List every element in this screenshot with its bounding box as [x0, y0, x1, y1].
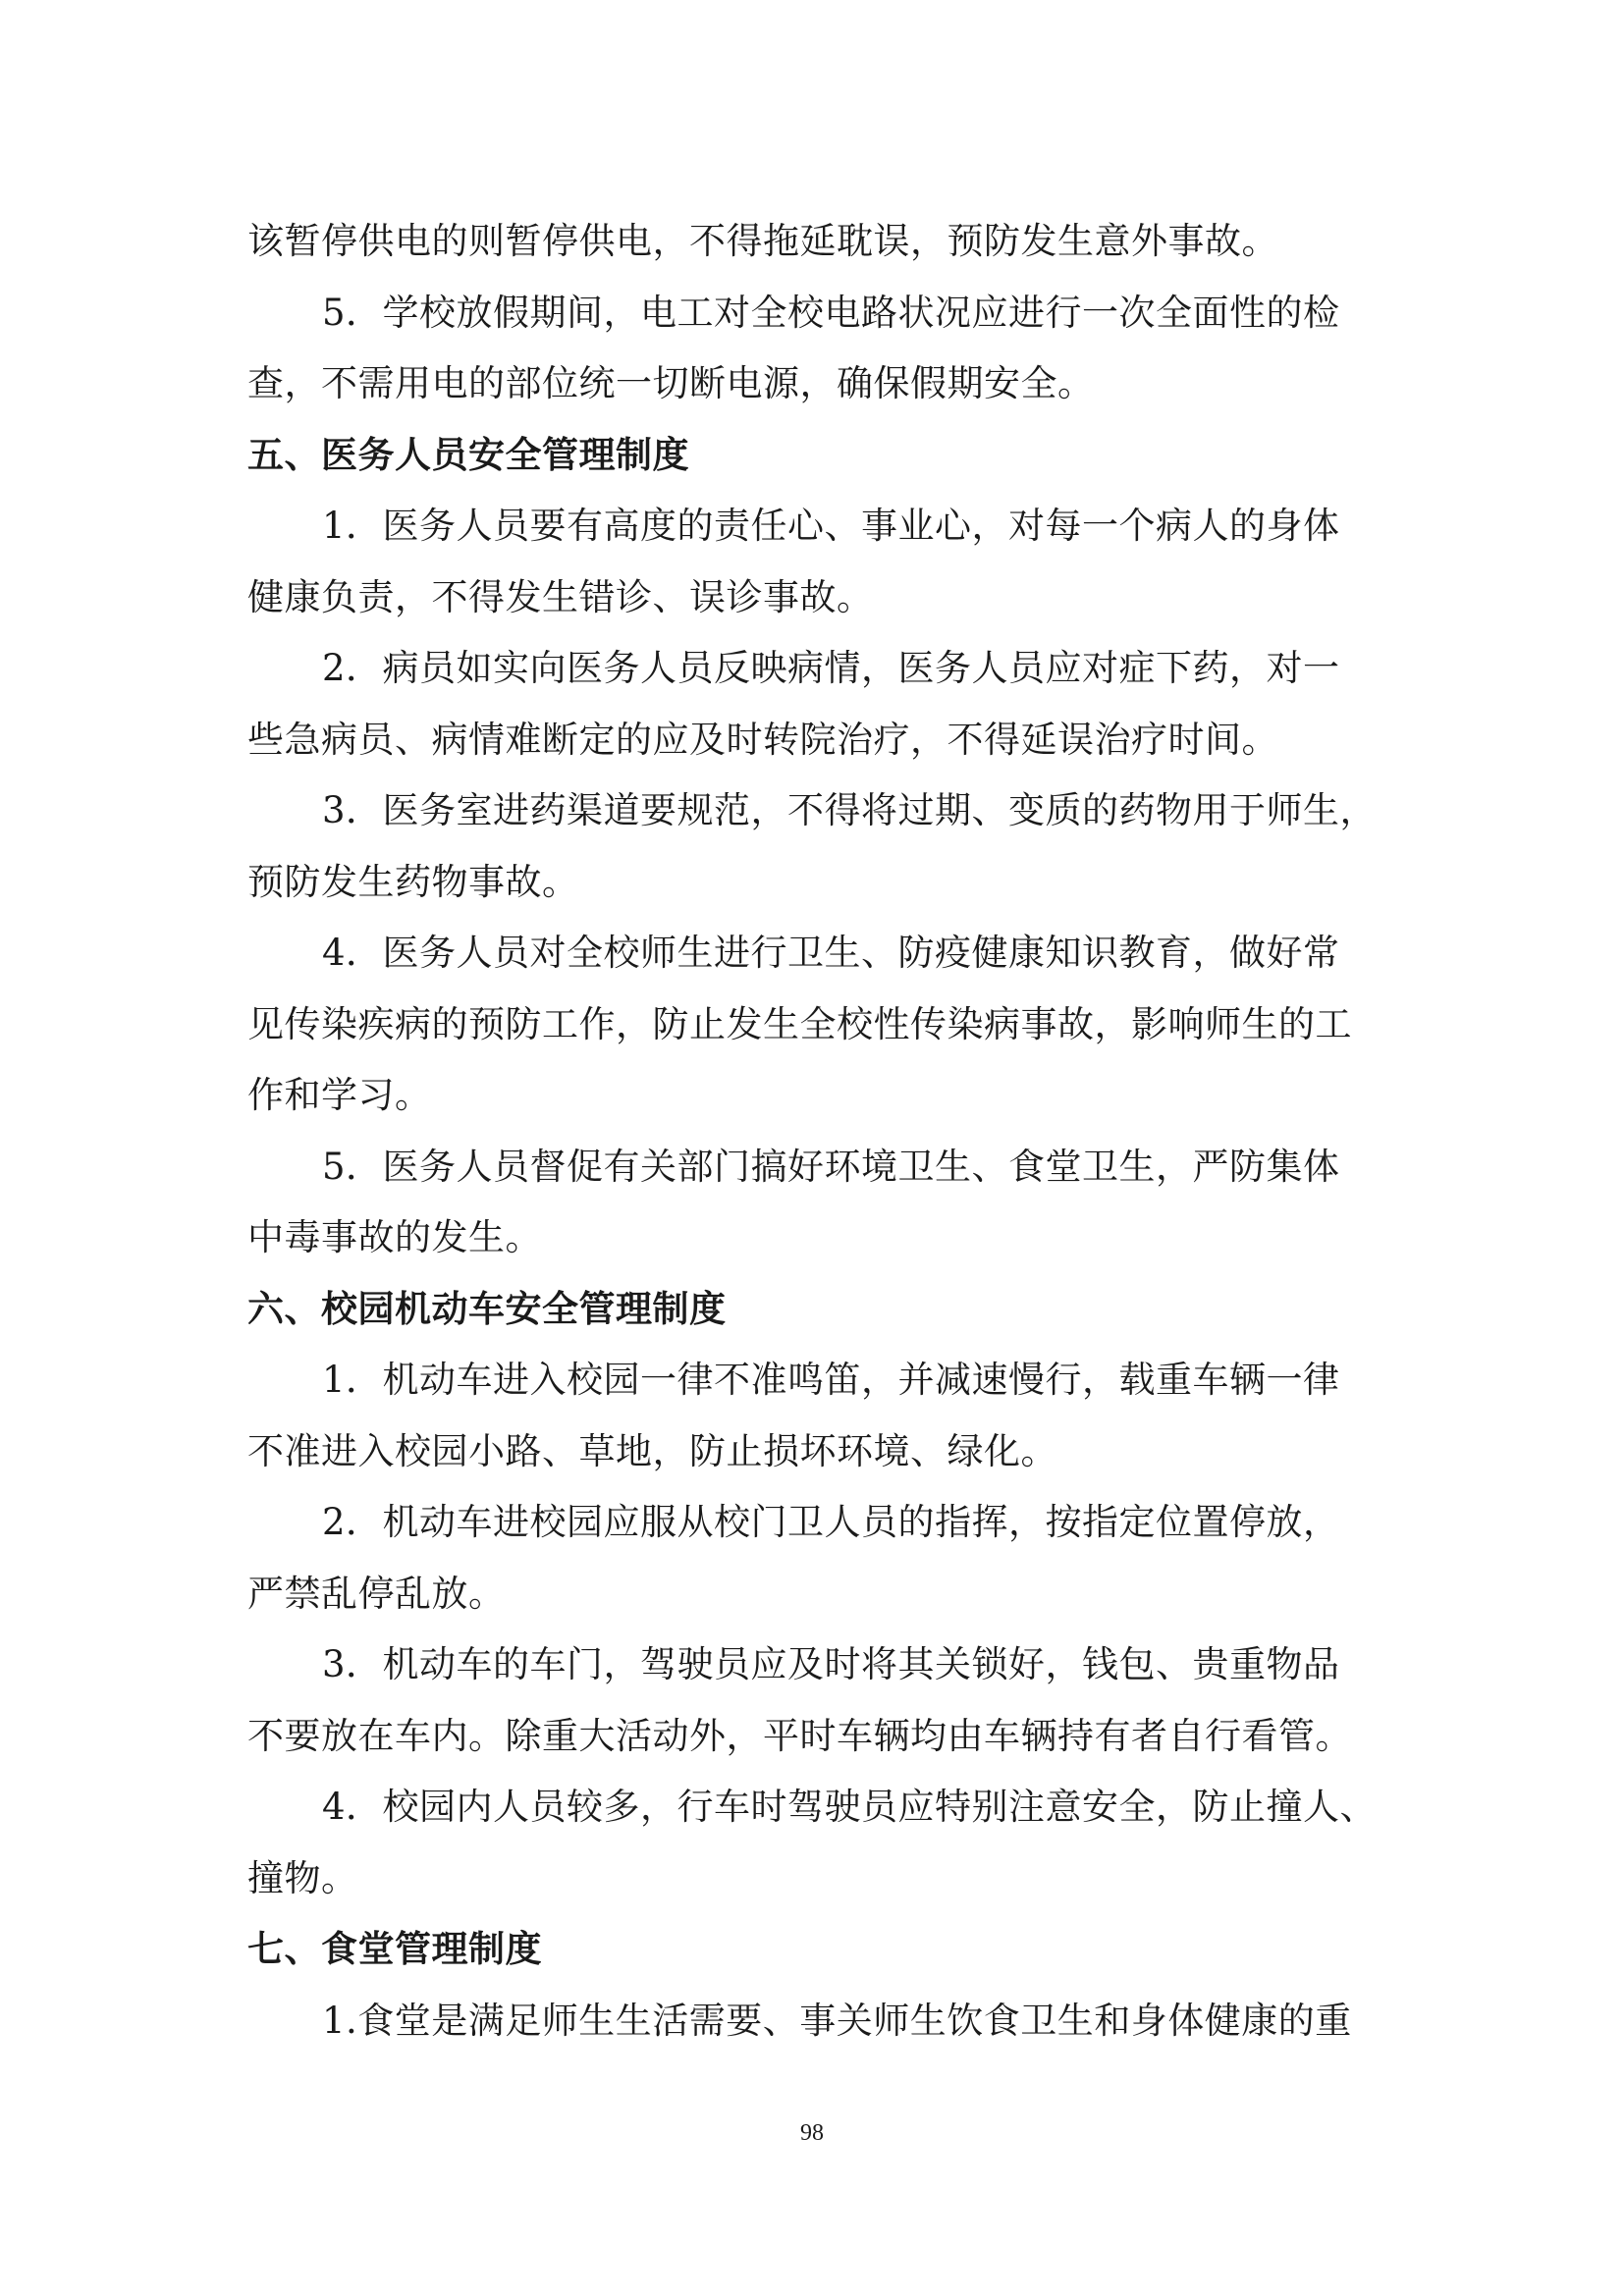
text-line: 预防发生药物事故。 — [247, 860, 579, 903]
text-line: 不准进入校园小路、草地，防止损坏环境、绿化。 — [247, 1429, 1057, 1472]
text-line: 1．机动车进入校园一律不准鸣笛，并减速慢行，载重车辆一律 — [322, 1359, 1340, 1401]
text-line: 5．学校放假期间，电工对全校电路状况应进行一次全面性的检 — [322, 291, 1340, 334]
text-line: 见传染疾病的预防工作，防止发生全校性传染病事故，影响师生的工 — [247, 1002, 1352, 1045]
text-line: 2．病员如实向医务人员反映病情，医务人员应对症下药，对一 — [322, 647, 1340, 689]
text-line: 不要放在车内。除重大活动外，平时车辆均由车辆持有者自行看管。 — [247, 1714, 1352, 1757]
text-line: 些急病员、病情难断定的应及时转院治疗，不得延误治疗时间。 — [247, 718, 1278, 761]
page-number: 98 — [800, 2120, 824, 2146]
text-line: 健康负责，不得发生错诊、误诊事故。 — [247, 575, 874, 618]
section-heading: 六、校园机动车安全管理制度 — [247, 1287, 727, 1330]
text-line: 严禁乱停乱放。 — [247, 1572, 506, 1615]
text-line: 查，不需用电的部位统一切断电源，确保假期安全。 — [247, 362, 1095, 404]
section-heading: 七、食堂管理制度 — [247, 1928, 542, 1970]
text-line: 3．医务室进药渠道要规范，不得将过期、变质的药物用于师生， — [322, 789, 1378, 831]
text-line: 3．机动车的车门，驾驶员应及时将其关锁好，钱包、贵重物品 — [322, 1643, 1340, 1685]
text-line: 撞物。 — [247, 1856, 358, 1899]
text-line: 2．机动车进校园应服从校门卫人员的指挥，按指定位置停放， — [322, 1501, 1340, 1543]
text-line: 4．校园内人员较多，行车时驾驶员应特别注意安全，防止撞人、 — [322, 1786, 1378, 1828]
section-heading: 五、医务人员安全管理制度 — [247, 433, 689, 476]
text-line: 作和学习。 — [247, 1074, 432, 1116]
text-line: 4．医务人员对全校师生进行卫生、防疫健康知识教育，做好常 — [322, 932, 1340, 974]
text-line: 中毒事故的发生。 — [247, 1216, 542, 1258]
document-body — [247, 206, 1384, 2056]
text-line: 1．医务人员要有高度的责任心、事业心，对每一个病人的身体 — [322, 505, 1340, 547]
text-line: 1.食堂是满足师生生活需要、事关师生饮食卫生和身体健康的重 — [322, 1999, 1352, 2042]
text-line: 该暂停供电的则暂停供电，不得拖延耽误，预防发生意外事故。 — [247, 220, 1278, 262]
text-line: 5．医务人员督促有关部门搞好环境卫生、食堂卫生，严防集体 — [322, 1145, 1340, 1188]
